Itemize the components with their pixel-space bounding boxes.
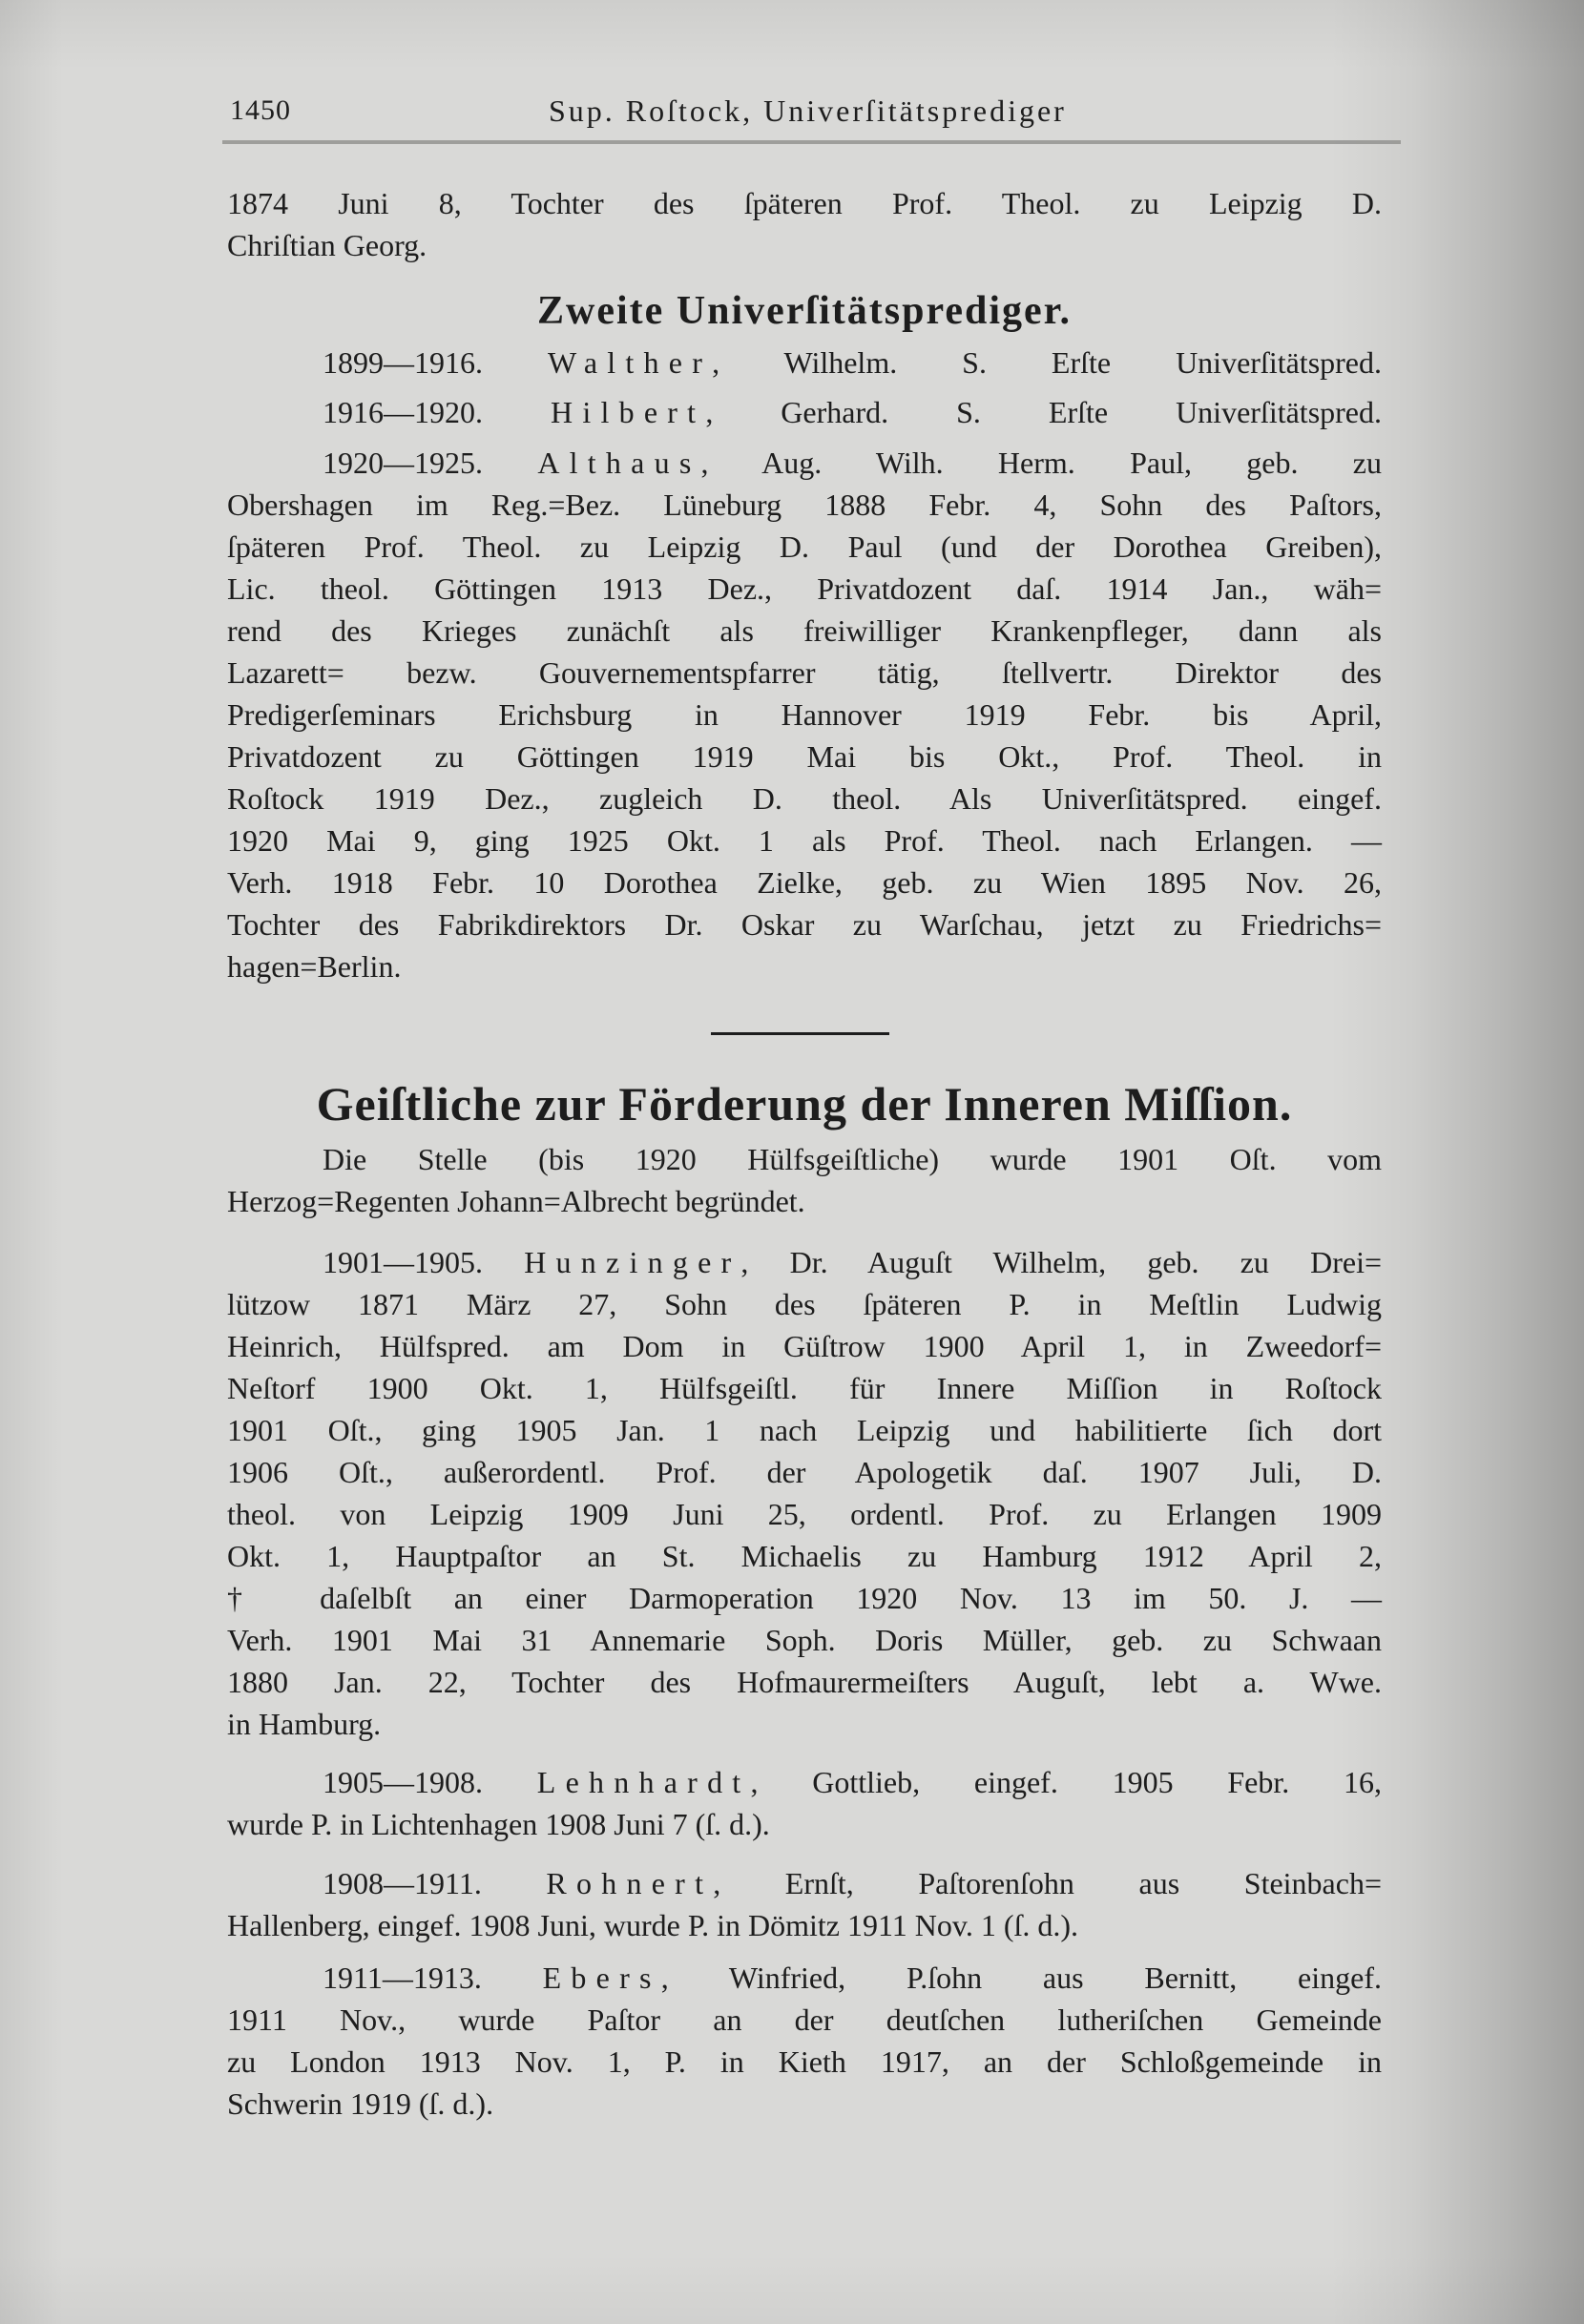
text-line: Die Stelle (bis 1920 Hülfsgeiſtliche) wurde 1901 Oſt. vom xyxy=(323,1142,1382,1176)
entry-first-line xyxy=(227,1241,1382,1283)
entry-years: 1899—1916. xyxy=(323,345,483,380)
text-line: Chriſtian Georg. xyxy=(227,228,427,262)
text-line: 1874 Juni 8, Tochter des ſpäteren Prof. Theol. zu Leipzig D. xyxy=(227,186,1382,220)
entry xyxy=(227,391,1382,433)
section-divider xyxy=(711,1032,889,1035)
text-line: 1906 Oſt., außerordentl. Prof. der Apologetik daſ. 1907 Juli, D. xyxy=(227,1455,1382,1489)
entry xyxy=(227,442,1382,987)
entry-first-line xyxy=(227,342,1382,384)
text-line: Verh. 1901 Mai 31 Annemarie Soph. Doris Müller, geb. zu Schwaan xyxy=(227,1623,1382,1657)
entry xyxy=(227,1957,1382,2125)
entry xyxy=(227,342,1382,384)
text-line: Tochter des Fabrikdirektors Dr. Oskar zu Warſchau, jetzt zu Friedrichs= xyxy=(227,907,1382,942)
entry-details: , Wilhelm. S. Erſte Univerſitätspred. xyxy=(712,345,1383,380)
entry-first-line xyxy=(227,1761,1382,1803)
entry-name: Lehnhardt xyxy=(536,1765,751,1799)
text-line: 1911 Nov., wurde Paſtor an der deutſchen lutheriſchen Gemeinde xyxy=(227,2002,1382,2037)
text-line: Obershagen im Reg.=Bez. Lüneburg 1888 Febr. 4, Sohn des Paſtors, xyxy=(227,488,1382,522)
entry-details: , Aug. Wilh. Herm. Paul, geb. zu xyxy=(700,446,1383,480)
text-line: Privatdozent zu Göttingen 1919 Mai bis Okt., Prof. Theol. in xyxy=(227,739,1382,774)
running-title: Sup. Roſtock, Univerſitätsprediger xyxy=(549,93,1067,128)
entry-years: 1908—1911. xyxy=(323,1866,482,1900)
section-heading: Geiſtliche zur Förderung der Inneren Miſſion. xyxy=(316,1077,1293,1131)
intro-paragraph xyxy=(227,1138,1382,1222)
text-line: Heinrich, Hülfspred. am Dom in Güſtrow 1900 April 1, in Zweedorf= xyxy=(227,1329,1382,1363)
running-header xyxy=(227,90,1401,132)
text-line: hagen=Berlin. xyxy=(227,949,402,984)
entry xyxy=(227,1862,1382,1946)
entry-years: 1905—1908. xyxy=(323,1765,483,1799)
entry-years: 1911—1913. xyxy=(323,1961,482,1995)
text-line: Lazarett= bezw. Gouvernementspfarrer tätig, ſtellvertr. Direktor des xyxy=(227,655,1382,690)
text-line: † daſelbſt an einer Darmoperation 1920 Nov. 13 im 50. J. — xyxy=(227,1581,1382,1615)
text-line: rend des Krieges zunächſt als freiwilliger Krankenpfleger, dann als xyxy=(227,613,1382,648)
entry-name: Ebers xyxy=(542,1961,661,1995)
text-line: Hallenberg, eingef. 1908 Juni, wurde P. in Dömitz 1911 Nov. 1 (ſ. d.). xyxy=(227,1908,1079,1942)
entry-details: , Ernſt, Paſtorenſohn aus Steinbach= xyxy=(713,1866,1383,1900)
section-heading: Zweite Univerſitätsprediger. xyxy=(537,289,1072,333)
entry xyxy=(227,1241,1382,1745)
text-line: Predigerſeminars Erichsburg in Hannover 1919 Febr. bis April, xyxy=(227,697,1382,732)
text-line: theol. von Leipzig 1909 Juni 25, ordentl. Prof. zu Erlangen 1909 xyxy=(227,1497,1382,1531)
text-line: in Hamburg. xyxy=(227,1707,382,1741)
header-rule xyxy=(222,140,1401,144)
entry-years: 1916—1920. xyxy=(323,395,483,429)
entry-name: Walther xyxy=(547,345,713,380)
text-line: Herzog=Regenten Johann=Albrecht begründet. xyxy=(227,1184,805,1218)
entry-name: Althaus xyxy=(537,446,701,480)
entry-details: , Winfried, P.ſohn aus Bernitt, eingef. xyxy=(660,1961,1383,1995)
text-line: Roſtock 1919 Dez., zugleich D. theol. Als Univerſitätspred. eingef. xyxy=(227,781,1382,816)
text-line: Verh. 1918 Febr. 10 Dorothea Zielke, geb. zu Wien 1895 Nov. 26, xyxy=(227,865,1382,900)
entry-first-line xyxy=(227,1957,1382,1999)
text-line: zu London 1913 Nov. 1, P. in Kieth 1917, an der Schloßgemeinde in xyxy=(227,2044,1382,2079)
page-number: 1450 xyxy=(230,94,291,126)
entry-years: 1901—1905. xyxy=(323,1245,483,1279)
entry-years: 1920—1925. xyxy=(323,446,483,480)
entry-name: Hunzinger xyxy=(524,1245,741,1279)
entry-first-line xyxy=(227,1862,1382,1904)
text-line: 1920 Mai 9, ging 1925 Okt. 1 als Prof. Theol. nach Erlangen. — xyxy=(227,823,1382,858)
entry-name: Rohnert xyxy=(546,1866,714,1900)
entry-name: Hilbert xyxy=(550,395,706,429)
text-line: Schwerin 1919 (ſ. d.). xyxy=(227,2086,494,2121)
text-line: lützow 1871 März 27, Sohn des ſpäteren P. in Meſtlin Ludwig xyxy=(227,1287,1382,1321)
continuation-paragraph xyxy=(227,182,1382,266)
text-line: ſpäteren Prof. Theol. zu Leipzig D. Paul (und der Dorothea Greiben), xyxy=(227,529,1382,564)
entry-details: , Gottlieb, eingef. 1905 Febr. 16, xyxy=(750,1765,1383,1799)
text-line: wurde P. in Lichtenhagen 1908 Juni 7 (ſ. d.). xyxy=(227,1807,770,1841)
text-line: Neſtorf 1900 Okt. 1, Hülfsgeiſtl. für Innere Miſſion in Roſtock xyxy=(227,1371,1382,1405)
text-line: Okt. 1, Hauptpaſtor an St. Michaelis zu Hamburg 1912 April 2, xyxy=(227,1539,1382,1573)
text-line: Lic. theol. Göttingen 1913 Dez., Privatdozent daſ. 1914 Jan., wäh= xyxy=(227,571,1382,606)
entry-first-line xyxy=(227,442,1382,484)
entry xyxy=(227,1761,1382,1845)
entry-details: , Dr. Auguſt Wilhelm, geb. zu Drei= xyxy=(740,1245,1383,1279)
text-line: 1880 Jan. 22, Tochter des Hofmaurermeiſters Auguſt, lebt a. Wwe. xyxy=(227,1665,1382,1699)
entry-first-line xyxy=(227,391,1382,433)
entry-details: , Gerhard. S. Erſte Univerſitätspred. xyxy=(705,395,1382,429)
text-line: 1901 Oſt., ging 1905 Jan. 1 nach Leipzig und habilitierte ſich dort xyxy=(227,1413,1382,1447)
